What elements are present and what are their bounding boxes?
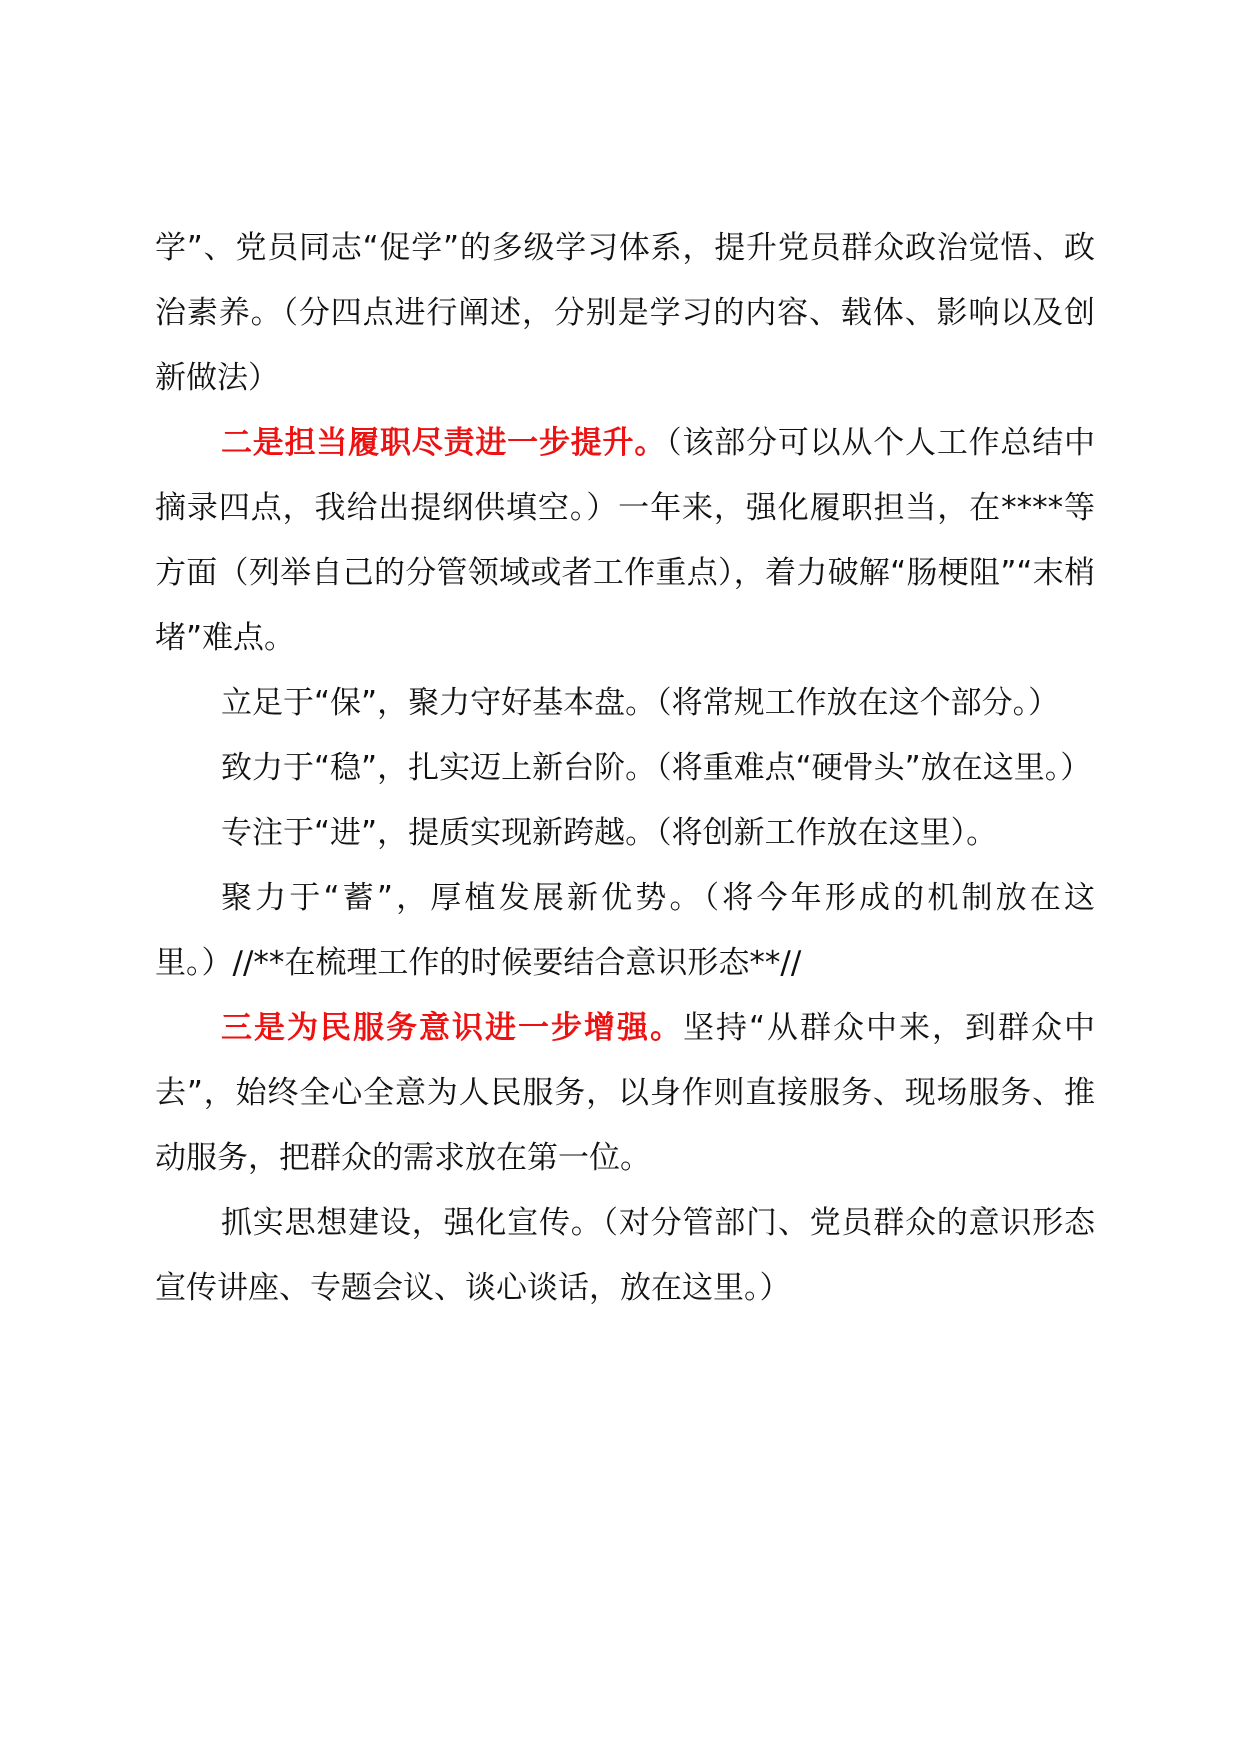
paragraph-text: 致力于“稳”，扎实迈上新台阶。（将重难点“硬骨头”放在这里。）	[221, 750, 1092, 786]
paragraph-text: 专注于“进”，提质实现新跨越。（将创新工作放在这里）。	[221, 815, 998, 851]
paragraph-text: 抓实思想建设，强化宣传。（对分管部门、党员群众的意识形态宣传讲座、专题会议、谈心谈话，放在这里。）	[155, 1205, 1095, 1306]
paragraph-text: 学”、党员同志“促学”的多级学习体系，提升党员群众政治觉悟、政治素养。（分四点进行阐述，分别是学习的内容、载体、影响以及创新做法）	[155, 230, 1095, 396]
document-body	[155, 216, 1095, 1321]
paragraph-duty-performance	[155, 411, 1095, 671]
paragraph-study-system	[155, 216, 1095, 411]
paragraph-baseline-work	[155, 671, 1095, 736]
paragraph-public-service	[155, 996, 1095, 1191]
paragraph-innovation	[155, 801, 1095, 866]
paragraph-text: （该部分可以从个人工作总结中摘录四点，我给出提纲供填空。）一年来，强化履职担当，在****等方面（列举自己的分管领域或者工作重点），着力破解“肠梗阻”“末梢堵”难点。	[155, 425, 1096, 656]
paragraph-ideology-building	[155, 1191, 1095, 1321]
paragraph-text: 坚持“从群众中来，到群众中去”，始终全心全意为人民服务，以身作则直接服务、现场服务、推动服务，把群众的需求放在第一位。	[155, 1010, 1095, 1176]
paragraph-key-difficulties	[155, 736, 1095, 801]
section-heading-duty: 二是担当履职尽责进一步提升。	[221, 425, 667, 461]
section-heading-service: 三是为民服务意识进一步增强。	[221, 1010, 683, 1046]
paragraph-text: 聚力于“蓄”，厚植发展新优势。（将今年形成的机制放在这里。）//**在梳理工作的时候要结合意识形态**//	[155, 880, 1095, 981]
paragraph-mechanisms	[155, 866, 1095, 996]
paragraph-text: 立足于“保”，聚力守好基本盘。（将常规工作放在这个部分。）	[221, 685, 1060, 721]
